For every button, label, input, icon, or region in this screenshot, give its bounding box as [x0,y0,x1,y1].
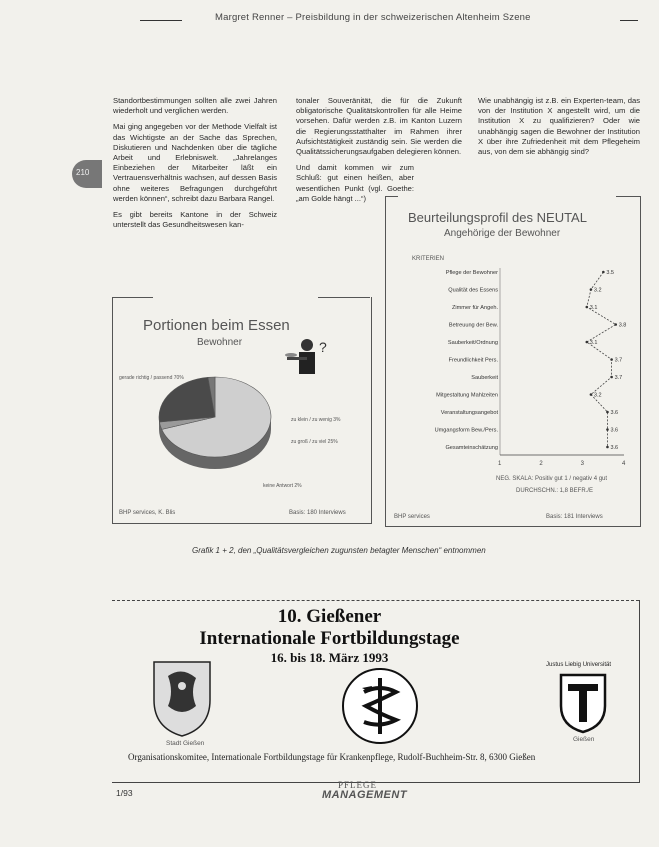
question-mark: ? [319,339,327,355]
chart1-title: Portionen beim Essen [143,317,290,334]
profile-value-label: 3.8 [618,322,627,329]
header-rule-right [620,20,638,21]
profile-value-label: 3.6 [610,410,619,416]
text-column-2 [296,96,462,210]
profile-point [606,428,609,431]
x-tick-label: 2 [539,461,543,467]
chart2-legend-1: NEG. SKALA: Positiv gut 1 / negativ 4 gut [496,476,608,482]
issue-number: 1/93 [116,788,133,798]
col1-paragraph-3: Es gibt bereits Kantone in der Schweiz unterstellt das Gesundheitswesen kan- [113,210,277,230]
ad-dates: 16. bis 18. März 1993 [270,650,389,665]
col2-paragraph-2: Und damit kommen wir zum Schluß: gut einen heißen, aber wesentlichen Punkt (vgl. Goethe: „am Golde hängt ...“) [296,163,414,203]
left-logo-caption: Stadt Gießen [166,740,205,747]
profile-point [586,306,589,309]
pie-label: zu klein / zu wenig 3% [291,417,341,423]
chart1-panel [112,297,372,524]
chart2-source-left: BHP services [394,514,430,520]
chart1-source-left: BHP services, K. Blis [119,510,176,516]
brand-top: PFLEGE [338,780,378,790]
profile-point [590,393,593,396]
header-title: Margret Renner – Preisbildung in der schweizerischen Altenheim Szene [215,12,531,23]
criterion-label: Betreuung der Bew. [448,322,498,329]
criterion-label: Sauberkeit [471,375,498,381]
criterion-label: Pflege der Bewohner [445,270,498,276]
profile-value-label: 3.7 [614,375,623,381]
profile-value-label: 3.2 [593,392,602,399]
profile-value-label: 3.7 [614,357,623,364]
col1-paragraph-2: Mai ging angegeben vor der Methode Vielfalt ist das Wichtigste an der Sache das Sprechen, Diskutieren und Nachdenken über die tägliche Arbeit und Erlebniswelt. „Jahrelanges Einbeziehen der Mitarbeiter läßt ein Vertrauensverhältnis wachsen, auf dessen Basis ohne weiteres Befragungen durchgeführt werden können“, schreibt dazu Barbara Rangel. [113,122,277,203]
chart1-source-right: Basis: 180 Interviews [289,510,346,516]
chart2-profile [386,262,640,472]
university-shield-icon [558,672,608,734]
profile-point [586,341,589,344]
right-logo-caption: Gießen [573,736,595,743]
profile-value-label: 3.2 [593,287,602,294]
profile-value-label: 3.5 [606,270,614,276]
page-tab-label: 210 [76,168,90,177]
x-tick-label: 3 [580,461,585,467]
col2-paragraph-1: tonaler Souveränität, die für die Zukunft obligatorische Qualitätskontrollen für alle Heime vorsehen. Dafür werden z.B. im Kanton Luzern die Regierungsstatthalter im Rahmen ihrer Aufsichtstätigkeit zuständig sein. Sie werden die Qualitätssicherungsaufgaben delegieren können. [296,96,462,157]
text-column-1 [113,96,277,236]
text-column-3 [478,96,640,163]
profile-point [614,323,617,326]
criterion-label: Qualität des Essens [448,287,498,294]
caduceus-emblem-icon [340,666,420,746]
ad-organizer: Organisationskomitee, Internationale Fortbildungstage für Krankenpflege, Rudolf-Buchheim-Str. 8, 6300 Gießen [128,752,536,762]
profile-point [606,446,609,449]
chart2-title: Beurteilungsprofil des NEUTAL [408,210,587,225]
chart1-pie [153,367,293,477]
profile-value-label: 3.6 [610,427,619,434]
criterion-label: Sauberkeit/Ordnung [447,340,498,346]
pie-label: keine Antwort 2% [263,483,302,489]
page-tab [72,160,102,188]
x-tick-label: 1 [498,461,502,467]
profile-point [602,271,605,274]
criterion-label: Umgangsform Bew./Pers. [434,427,498,434]
ad-title-line-2: Internationale Fortbildungstage [199,628,460,649]
profile-point [606,411,609,414]
profile-point [590,288,593,291]
header-rule-left [140,20,182,21]
profile-point [610,358,613,361]
criterion-label: Mitgestaltung Mahlzeiten [436,392,498,399]
col3-paragraph-1: Wie unabhängig ist z.B. ein Experten-team, das von der Institution X angestellt wird, um die Institution X zu qualifizieren? Oder wie unabhängig sagen die Bewohner der Institution X über ihre Zufriedenheit mit dem Pflegeheim aus, von dem sie abhängig sind? [478,96,640,157]
pie-label: gerade richtig / passend 70% [119,375,184,381]
x-tick-label: 4 [622,461,626,467]
pie-slice [159,377,215,422]
criterion-label: Gesamteinschätzung [445,445,498,451]
chart2-panel [385,196,641,527]
criterion-label: Freundlichkeit Pers. [448,357,498,364]
page-header [0,10,659,32]
profile-value-label: 3.1 [589,340,598,346]
brand-bottom: MANAGEMENT [322,789,408,801]
chart2-legend-2: DURCHSCHN.: 1,8 BEFR./E [516,488,594,494]
chart2-source-right: Basis: 181 Interviews [546,514,603,520]
criterion-label: Zimmer für Angeh. [451,305,498,311]
criterion-label: Veranstaltungsangebot [440,410,498,416]
profile-value-label: 3.1 [589,305,598,311]
right-logo-top-label: Justus Liebig Universität [546,662,612,668]
profile-value-label: 3.6 [610,445,619,451]
col1-paragraph-1: Standortbestimmungen sollten alle zwei Jahren wiederholt und verglichen werden. [113,96,277,116]
chart2-subtitle: Angehörige der Bewohner [444,228,561,239]
chart2-criteria-header: KRITERIEN [412,256,445,262]
profile-point [610,376,613,379]
ad-title-line-1: 10. Gießener [277,606,382,627]
city-coat-of-arms-icon [150,656,214,740]
pie-label: zu groß / zu viel 25% [291,439,338,445]
figure-caption: Grafik 1 + 2, den „Qualitätsvergleichen zugunsten betagter Menschen“ entnommen [192,546,486,555]
chart1-subtitle: Bewohner [197,337,243,348]
